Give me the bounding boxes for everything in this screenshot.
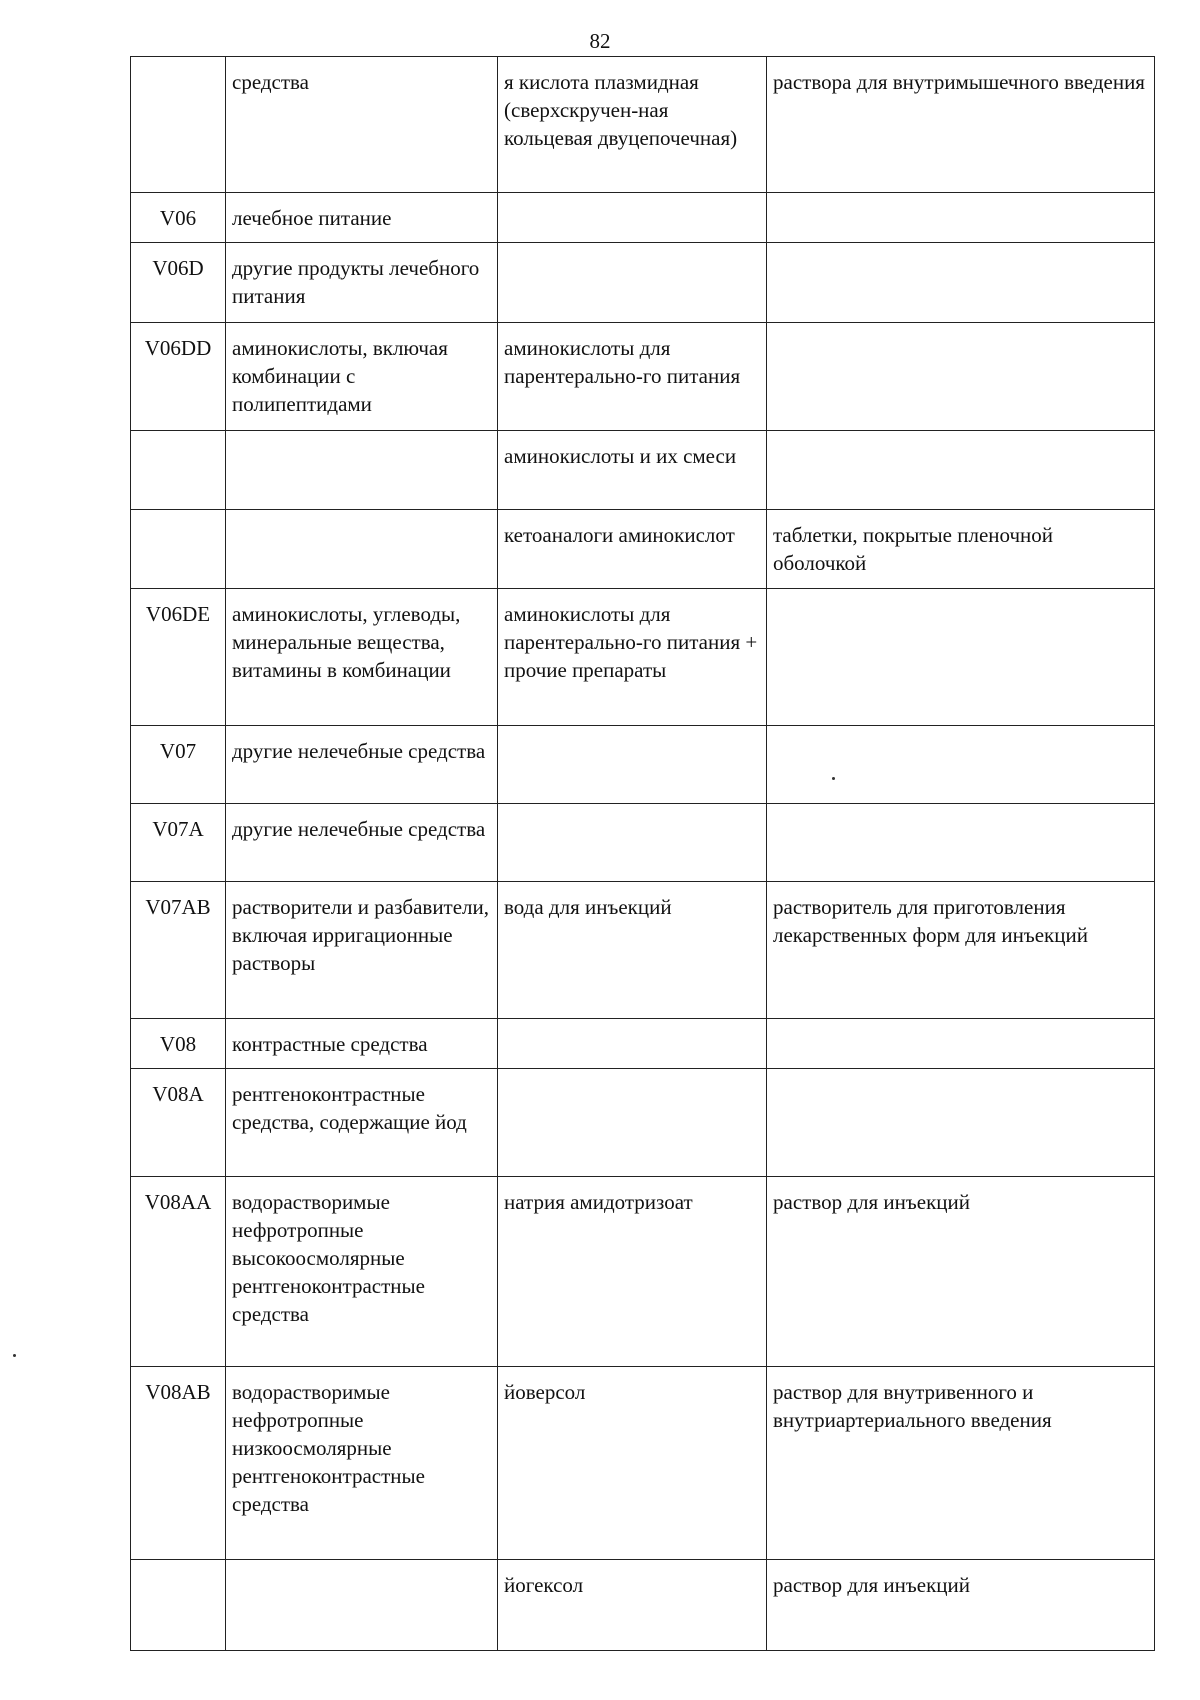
group-cell: [226, 510, 498, 589]
group-cell: [226, 431, 498, 510]
table-row: [131, 804, 1155, 882]
drug-cell: [498, 726, 767, 804]
drug-cell: я кислота плазмидная (сверхскручен-ная кольцевая двуцепочечная): [498, 57, 767, 193]
form-cell: раствор для инъекций: [767, 1177, 1155, 1367]
table-row: [131, 1177, 1155, 1367]
drug-cell: йогексол: [498, 1560, 767, 1651]
atc-code-cell: [131, 57, 226, 193]
atc-code-cell: V08AB: [131, 1367, 226, 1560]
drug-cell: аминокислоты и их смеси: [498, 431, 767, 510]
drug-cell: [498, 804, 767, 882]
atc-code-cell: V07AB: [131, 882, 226, 1019]
atc-code-cell: V06DD: [131, 323, 226, 431]
atc-code-cell: V06DE: [131, 589, 226, 726]
group-cell: аминокислоты, включая комбинации с полипептидами: [226, 323, 498, 431]
atc-code-cell: V07: [131, 726, 226, 804]
table-row: [131, 726, 1155, 804]
table-row: [131, 882, 1155, 1019]
form-cell: раствор для внутривенного и внутриартериального введения: [767, 1367, 1155, 1560]
drug-cell: кетоаналоги аминокислот: [498, 510, 767, 589]
group-cell: другие продукты лечебного питания: [226, 243, 498, 323]
form-cell: [767, 589, 1155, 726]
scan-speck: [832, 777, 835, 780]
form-cell: [767, 243, 1155, 323]
table-row: [131, 323, 1155, 431]
atc-code-cell: V06D: [131, 243, 226, 323]
table-row: [131, 57, 1155, 193]
group-cell: водорастворимые нефротропные высокоосмолярные рентгеноконтрастные средства: [226, 1177, 498, 1367]
form-cell: раствор для инъекций: [767, 1560, 1155, 1651]
drug-cell: [498, 193, 767, 243]
form-cell: таблетки, покрытые пленочной оболочкой: [767, 510, 1155, 589]
drug-cell: натрия амидотризоат: [498, 1177, 767, 1367]
form-cell: [767, 804, 1155, 882]
table-row: [131, 1069, 1155, 1177]
group-cell: другие нелечебные средства: [226, 804, 498, 882]
table-row: [131, 589, 1155, 726]
table-row: [131, 431, 1155, 510]
form-cell: [767, 193, 1155, 243]
table-row: [131, 1367, 1155, 1560]
group-cell: водорастворимые нефротропные низкоосмолярные рентгеноконтрастные средства: [226, 1367, 498, 1560]
atc-code-cell: [131, 510, 226, 589]
drug-cell: аминокислоты для парентерально-го питания + прочие препараты: [498, 589, 767, 726]
group-cell: рентгеноконтрастные средства, содержащие йод: [226, 1069, 498, 1177]
group-cell: [226, 1560, 498, 1651]
form-cell: [767, 323, 1155, 431]
group-cell: аминокислоты, углеводы, минеральные вещества, витамины в комбинации: [226, 589, 498, 726]
group-cell: средства: [226, 57, 498, 193]
table-row: [131, 1560, 1155, 1651]
form-cell: [767, 1019, 1155, 1069]
atc-code-cell: V08A: [131, 1069, 226, 1177]
drug-cell: вода для инъекций: [498, 882, 767, 1019]
atc-code-cell: [131, 431, 226, 510]
atc-code-cell: V06: [131, 193, 226, 243]
drug-cell: [498, 1019, 767, 1069]
drug-cell: [498, 1069, 767, 1177]
scan-speck: [13, 1354, 16, 1357]
form-cell: раствора для внутримышечного введения: [767, 57, 1155, 193]
drug-cell: йоверсол: [498, 1367, 767, 1560]
drug-list-table: [130, 56, 1155, 1651]
page-number: 82: [589, 29, 611, 53]
drug-cell: [498, 243, 767, 323]
table-row: [131, 510, 1155, 589]
form-cell: растворитель для приготовления лекарственных форм для инъекций: [767, 882, 1155, 1019]
form-cell: [767, 726, 1155, 804]
group-cell: другие нелечебные средства: [226, 726, 498, 804]
drug-cell: аминокислоты для парентерально-го питания: [498, 323, 767, 431]
atc-code-cell: V08: [131, 1019, 226, 1069]
form-cell: [767, 431, 1155, 510]
form-cell: [767, 1069, 1155, 1177]
table-row: [131, 1019, 1155, 1069]
group-cell: контрастные средства: [226, 1019, 498, 1069]
atc-code-cell: [131, 1560, 226, 1651]
group-cell: растворители и разбавители, включая ирригационные растворы: [226, 882, 498, 1019]
table-row: [131, 243, 1155, 323]
table-row: [131, 193, 1155, 243]
atc-code-cell: V08AA: [131, 1177, 226, 1367]
group-cell: лечебное питание: [226, 193, 498, 243]
atc-code-cell: V07A: [131, 804, 226, 882]
